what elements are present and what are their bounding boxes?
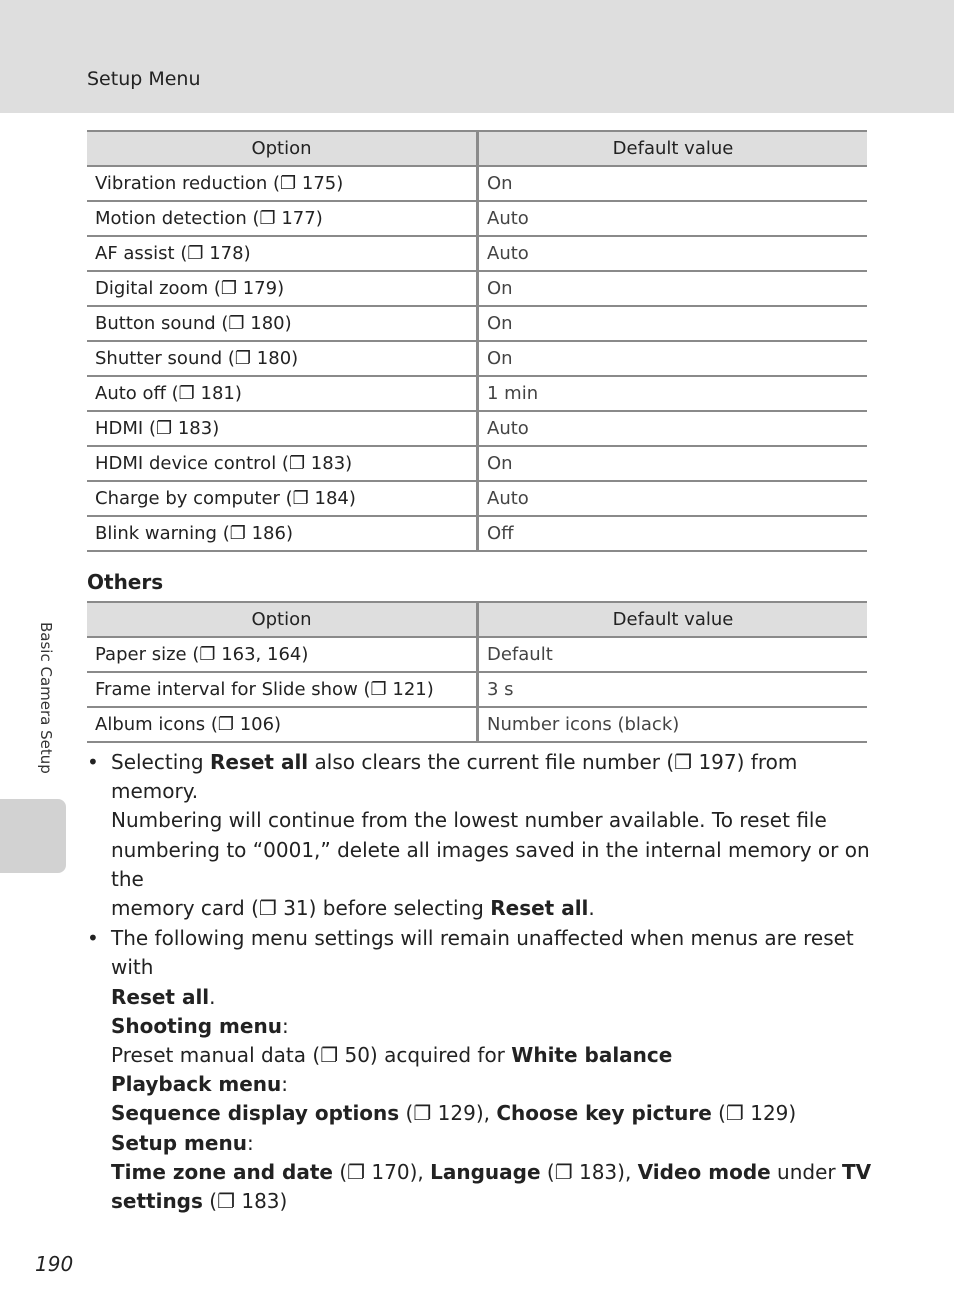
note-text: . [588, 896, 595, 921]
value-cell: On [478, 306, 868, 341]
note-bold: Choose key picture [496, 1101, 712, 1126]
value-cell: On [478, 446, 868, 481]
note-bold: Sequence display options [111, 1101, 400, 1126]
column-header-option: Option [87, 602, 478, 637]
note-line [111, 1041, 887, 1070]
note-text: (❐ 129), [399, 1101, 497, 1126]
table-row [87, 201, 867, 236]
playback-menu-label: Playback menu [111, 1072, 282, 1097]
note-bold: White balance [511, 1043, 673, 1068]
note-text: (❐ 129) [711, 1101, 797, 1126]
note-text: under [770, 1159, 842, 1184]
settings-table [87, 130, 867, 552]
note-bold: Time zone and date [111, 1159, 333, 1184]
note-line [111, 1012, 887, 1041]
table-row [87, 166, 867, 201]
option-cell: Frame interval for Slide show (❐ 121) [87, 672, 478, 707]
note-bold: TV [842, 1159, 872, 1184]
note-line: The following menu settings will remain unaffected when menus are reset with [111, 926, 854, 980]
note-line [111, 1187, 887, 1216]
note-text: (❐ 183) [202, 1189, 288, 1214]
note-line [111, 748, 887, 806]
setup-menu-label: Setup menu [111, 1130, 247, 1155]
note-text: also clears the current file number (❐ 197) from memory. [111, 750, 798, 804]
note-bold: Reset all [209, 750, 309, 774]
note-text: memory card (❐ 31) before selecting [111, 896, 491, 921]
note-unaffected-settings [87, 924, 887, 1216]
value-cell: On [478, 166, 868, 201]
note-text: (❐ 183), [540, 1159, 638, 1184]
note-line [111, 894, 887, 923]
header-title: Setup Menu [87, 68, 201, 90]
option-cell: AF assist (❐ 178) [87, 236, 478, 271]
note-text: Preset manual data (❐ 50) acquired for [111, 1043, 512, 1068]
table-row [87, 306, 867, 341]
others-heading: Others [87, 570, 164, 594]
table-row [87, 516, 867, 551]
option-cell: Album icons (❐ 106) [87, 707, 478, 742]
option-cell: Button sound (❐ 180) [87, 306, 478, 341]
table-row [87, 411, 867, 446]
table-row [87, 637, 867, 672]
note-bold: Video mode [637, 1159, 771, 1184]
note-text: : [246, 1130, 254, 1155]
value-cell: Off [478, 516, 868, 551]
note-text: : [281, 1072, 288, 1097]
note-bold: Language [430, 1159, 541, 1184]
value-cell: Default [478, 637, 868, 672]
option-cell: Paper size (❐ 163, 164) [87, 637, 478, 672]
option-cell: HDMI device control (❐ 183) [87, 446, 478, 481]
notes [87, 748, 887, 1216]
option-cell: Blink warning (❐ 186) [87, 516, 478, 551]
note-line [111, 1099, 887, 1128]
value-cell: Auto [478, 236, 868, 271]
note-line [111, 1070, 887, 1099]
table-row [87, 341, 867, 376]
section-tab [0, 799, 66, 873]
bullet: • [87, 926, 99, 951]
table-header-row [87, 602, 867, 637]
note-line [111, 1158, 887, 1187]
option-cell: Auto off (❐ 181) [87, 376, 478, 411]
option-cell: HDMI (❐ 183) [87, 411, 478, 446]
option-cell: Digital zoom (❐ 179) [87, 271, 478, 306]
value-cell: On [478, 341, 868, 376]
option-cell: Charge by computer (❐ 184) [87, 481, 478, 516]
page-header [0, 0, 954, 113]
column-header-option: Option [87, 131, 478, 166]
option-cell: Vibration reduction (❐ 175) [87, 166, 478, 201]
bullet: • [87, 750, 99, 774]
table-row [87, 481, 867, 516]
note-line: numbering to “0001,” delete all images saved in the internal memory or on the [111, 837, 870, 891]
section-label: Basic Camera Setup [37, 622, 55, 774]
value-cell: 3 s [478, 672, 868, 707]
note-text: Selecting [111, 750, 210, 774]
note-reset-file-number [87, 748, 887, 923]
table-header-row [87, 131, 867, 166]
others-table [87, 601, 867, 743]
note-text: (❐ 170), [332, 1159, 431, 1184]
column-header-default: Default value [478, 602, 868, 637]
table-row [87, 446, 867, 481]
table-row [87, 236, 867, 271]
value-cell: 1 min [478, 376, 868, 411]
table-row [87, 376, 867, 411]
column-header-default: Default value [478, 131, 868, 166]
value-cell: Auto [478, 411, 868, 446]
note-text: : [281, 1013, 289, 1038]
value-cell: Number icons (black) [478, 707, 868, 742]
table-row [87, 707, 867, 742]
value-cell: Auto [478, 201, 868, 236]
note-bold: Reset all [490, 896, 589, 921]
note-line [111, 983, 887, 1012]
table-row [87, 271, 867, 306]
note-line: Numbering will continue from the lowest number available. To reset file [111, 808, 827, 833]
note-line [111, 1129, 887, 1158]
shooting-menu-label: Shooting menu [111, 1013, 282, 1038]
option-cell: Shutter sound (❐ 180) [87, 341, 478, 376]
table-row [87, 672, 867, 707]
page-number: 190 [35, 1252, 74, 1276]
note-bold: Reset all [111, 984, 210, 1009]
option-cell: Motion detection (❐ 177) [87, 201, 478, 236]
note-text: . [209, 984, 216, 1009]
note-bold: settings [111, 1189, 203, 1214]
value-cell: Auto [478, 481, 868, 516]
value-cell: On [478, 271, 868, 306]
